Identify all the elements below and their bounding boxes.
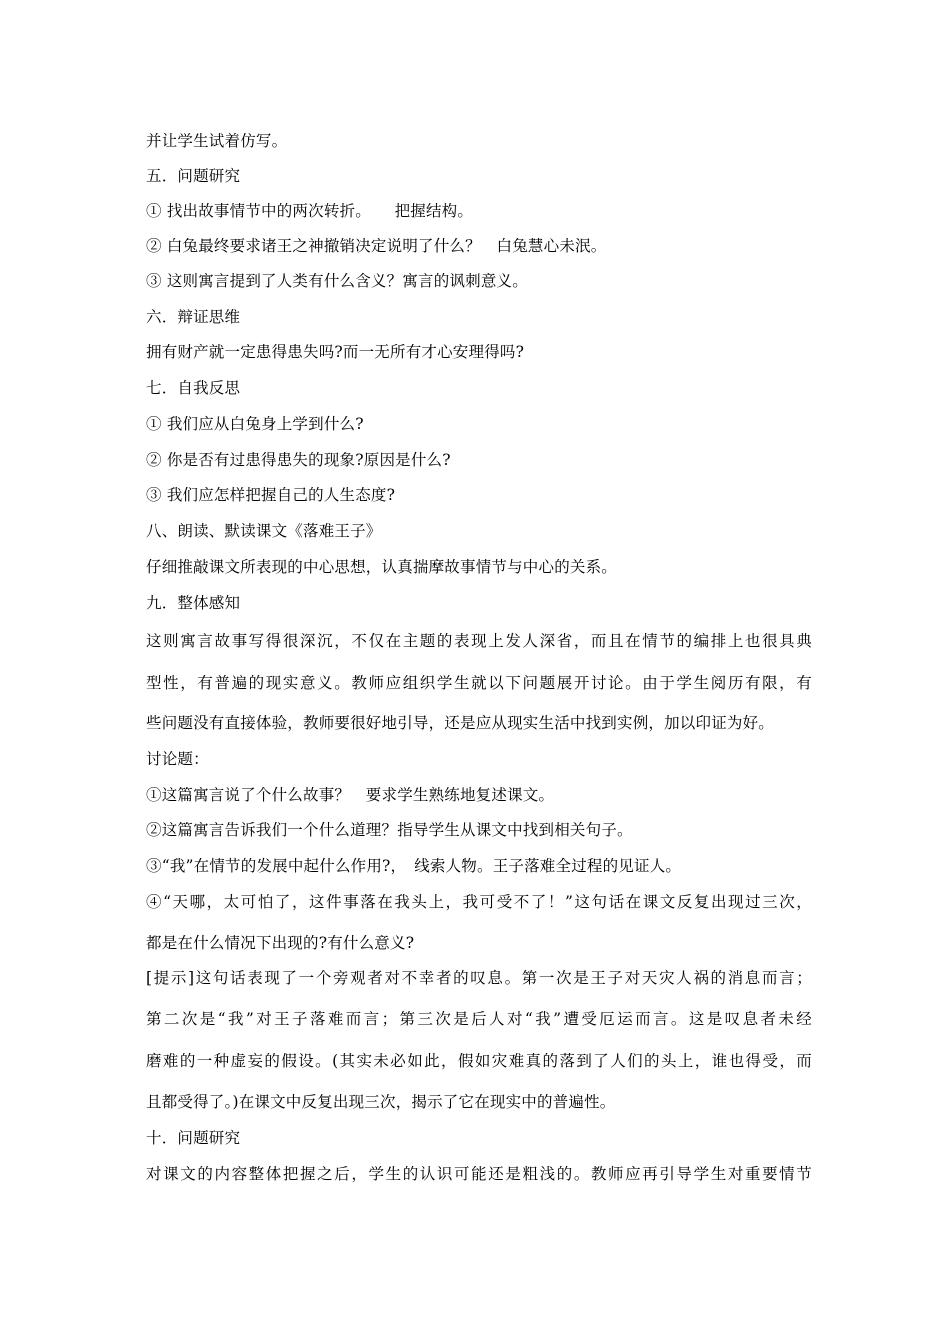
list-item: ② 白兔最终要求诸王之神撤销决定说明了什么？ 白兔慧心未泯。	[146, 237, 607, 255]
text-line: 仔细推敲课文所表现的中心思想，认真揣摩故事情节与中心的关系。	[146, 558, 618, 576]
text-line: 讨论题：	[146, 750, 209, 768]
list-item: ②这篇寓言告诉我们一个什么道理？指导学生从课文中找到相关句子。	[146, 821, 633, 839]
list-item: ② 你是否有过患得患失的现象?原因是什么?	[146, 451, 451, 469]
text-line: 都是在什么情况下出现的?有什么意义?	[146, 934, 415, 952]
section-heading: 八、朗读、默读课文《落难王子》	[146, 522, 382, 540]
section-heading: 九．整体感知	[146, 594, 241, 612]
section-heading: 十．问题研究	[146, 1129, 241, 1147]
section-heading: 六．辩证思维	[146, 308, 241, 326]
text-line: 并让学生试着仿写。	[146, 132, 288, 150]
paragraph-line: 些问题没有直接体验，教师要很好地引导，还是应从现实生活中找到实例，加以印证为好。	[146, 714, 775, 732]
text-line: 拥有财产就一定患得患失吗?而一无所有才心安理得吗?	[146, 343, 525, 361]
paragraph-line: 且都受得了。)在课文中反复出现三次，揭示了它在现实中的普遍性。	[146, 1093, 616, 1111]
list-item: ① 我们应从白兔身上学到什么?	[146, 415, 364, 433]
paragraph-line: 这则寓言故事写得很深沉，不仅在主题的表现上发人深省，而且在情节的编排上也很具典	[146, 632, 812, 650]
paragraph-line: [提示]这句话表现了一个旁观者对不幸者的叹息。第一次是王子对天灾人祸的消息而言；	[146, 969, 812, 987]
section-heading: 七．自我反思	[146, 379, 241, 397]
list-item: ③ 我们应怎样把握自己的人生态度?	[146, 486, 396, 504]
paragraph-line: 磨难的一种虚妄的假设。(其实未必如此，假如灾难真的落到了人们的头上，谁也得受，而	[146, 1052, 812, 1070]
list-item: ①这篇寓言说了个什么故事？ 要求学生熟练地复述课文。	[146, 786, 555, 804]
list-item: ① 找出故事情节中的两次转折。 把握结构。	[146, 202, 474, 220]
paragraph-line: 第二次是“我”对王子落难而言；第三次是后人对“我”遭受厄运而言。这是叹息者未经	[146, 1010, 812, 1028]
paragraph-line: 型性，有普遍的现实意义。教师应组织学生就以下问题展开讨论。由于学生阅历有限，有	[146, 674, 812, 692]
list-item: ③“我”在情节的发展中起什么作用?， 线索人物。王子落难全过程的见证人。	[146, 857, 682, 875]
paragraph-line: 对课文的内容整体把握之后，学生的认识可能还是粗浅的。教师应再引导学生对重要情节	[146, 1165, 812, 1183]
list-item: ④“天哪，太可怕了，这件事落在我头上，我可受不了！”这句话在课文反复出现过三次，	[146, 893, 812, 911]
section-heading: 五．问题研究	[146, 167, 241, 185]
list-item: ③ 这则寓言提到了人类有什么含义？寓言的讽刺意义。	[146, 272, 528, 290]
